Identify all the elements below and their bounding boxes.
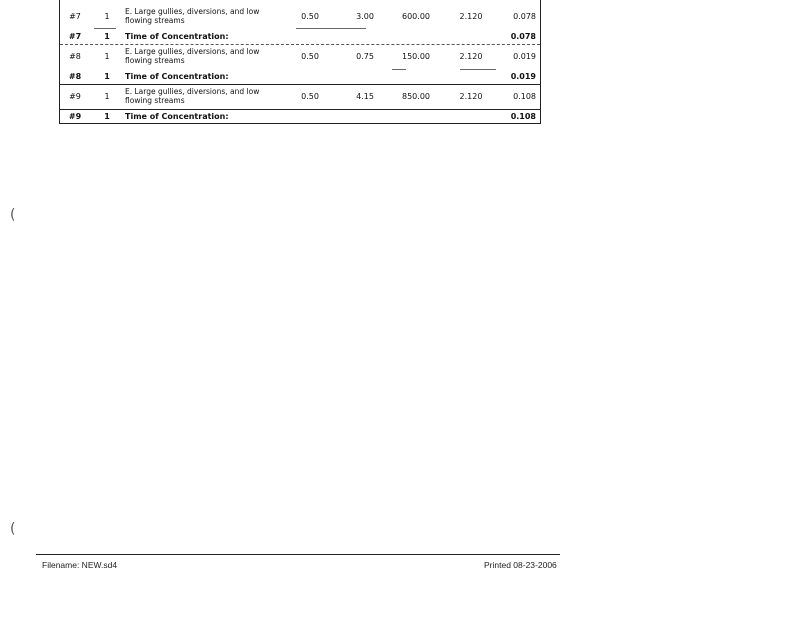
table-row — [60, 86, 540, 108]
description-cell: E. Large gullies, diversions, and low flowing streams — [125, 7, 260, 25]
length-cell: 600.00 — [402, 12, 430, 21]
flow-cell: 1 — [104, 112, 110, 121]
subarea-cell: #7 — [69, 12, 81, 21]
subarea-cell: #9 — [69, 92, 81, 101]
total-label: Time of Concentration: — [125, 72, 229, 81]
total-row — [60, 30, 540, 44]
total-label: Time of Concentration: — [125, 32, 229, 41]
length-cell: 150.00 — [402, 52, 430, 61]
subarea-cell: #8 — [69, 52, 81, 61]
mannings-n-cell: 0.50 — [301, 92, 319, 101]
tc-table — [59, 0, 541, 124]
punch-hole-mark: ( — [10, 207, 16, 223]
tc-cell: 0.019 — [513, 52, 536, 61]
flow-cell: 1 — [104, 92, 110, 101]
mannings-n-cell: 0.50 — [301, 12, 319, 21]
footer-rule — [36, 554, 560, 555]
flow-cell: 1 — [104, 52, 110, 61]
rainfall-cell: 2.120 — [459, 12, 483, 21]
table-bottom-border — [60, 123, 540, 124]
divider — [94, 28, 116, 29]
tc-total-cell: 0.019 — [510, 72, 536, 81]
flow-cell: 1 — [104, 72, 110, 81]
total-row — [60, 70, 540, 84]
total-label: Time of Concentration: — [125, 112, 229, 121]
table-row — [60, 46, 540, 68]
tc-cell: 0.108 — [513, 92, 536, 101]
subarea-cell: #8 — [68, 72, 82, 81]
total-row — [60, 110, 540, 124]
tc-total-cell: 0.078 — [510, 32, 536, 41]
flow-cell: 1 — [104, 32, 110, 41]
slope-cell: 0.75 — [356, 52, 374, 61]
description-cell: E. Large gullies, diversions, and low flowing streams — [125, 87, 260, 105]
footer-filename: Filename: NEW.sd4 — [42, 560, 118, 570]
divider — [296, 28, 366, 29]
divider — [60, 44, 540, 45]
slope-cell: 4.15 — [356, 92, 374, 101]
footer-printed-date: Printed 08-23-2006 — [484, 560, 557, 570]
table-row — [60, 6, 540, 28]
description-cell: E. Large gullies, diversions, and low flowing streams — [125, 47, 260, 65]
slope-cell: 3.00 — [356, 12, 374, 21]
length-cell: 850.00 — [402, 92, 430, 101]
mannings-n-cell: 0.50 — [301, 52, 319, 61]
flow-cell: 1 — [104, 12, 110, 21]
tc-cell: 0.078 — [513, 12, 536, 21]
subarea-cell: #7 — [68, 32, 82, 41]
tc-total-cell: 0.108 — [510, 112, 536, 121]
punch-hole-mark: ( — [10, 521, 16, 537]
rainfall-cell: 2.120 — [459, 52, 483, 61]
rainfall-cell: 2.120 — [459, 92, 483, 101]
subarea-cell: #9 — [68, 112, 82, 121]
divider — [60, 84, 540, 85]
